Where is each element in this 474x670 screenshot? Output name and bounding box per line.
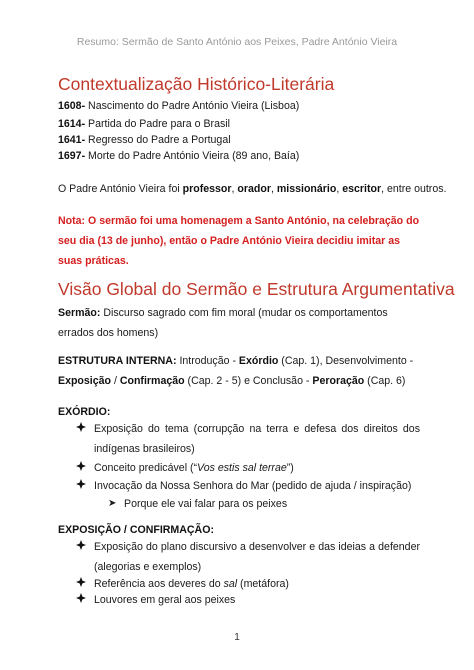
exordio-bullet-item <box>76 458 420 478</box>
timeline-item <box>58 150 299 163</box>
exposicao-item-text: Exposição do plano discursivo a desenvolver e das ideias a defender (alegorias e exemplos) <box>94 541 420 573</box>
diamond-bullet-icon <box>76 593 86 603</box>
timeline-text: Nascimento do Padre António Vieira (Lisboa) <box>85 100 300 112</box>
estrutura-text: (Cap. 2 - 5) e Conclusão - <box>184 375 313 387</box>
note-paragraph: Nota: O sermão foi uma homenagem a Santo António, na celebração do seu dia (13 de junho), então o Padre António Vieira decidiu imitar as suas práticas. <box>58 215 420 267</box>
timeline-text: Morte do Padre António Vieira (89 ano, Baía) <box>85 150 300 162</box>
estrutura-label: ESTRUTURA INTERNA: <box>58 355 177 367</box>
timeline-year: 1697- <box>58 150 86 162</box>
exordio-heading: EXÓRDIO: <box>58 406 111 418</box>
exposicao-bullet-item <box>76 590 420 610</box>
timeline-text: Regresso do Padre a Portugal <box>85 134 231 146</box>
roles-paragraph <box>58 183 446 196</box>
roles-separator: , <box>270 183 277 195</box>
exordio-bullet-item <box>76 476 420 496</box>
role-escritor: escritor <box>342 183 382 195</box>
exordio-item-text: ”) <box>286 462 294 474</box>
timeline-text: Partida do Padre para o Brasil <box>85 118 230 130</box>
exordio-item-text: Exposição do tema (corrupção na terra e defesa dos direitos dos indígenas brasileiros) <box>94 423 420 455</box>
estrutura-confirmacao: Confirmação <box>119 375 185 387</box>
timeline-item <box>58 118 230 131</box>
roles-separator: , <box>231 183 238 195</box>
exordio-item-text: Conceito predicável (“ <box>94 462 198 474</box>
roles-prefix: O Padre António Vieira foi <box>58 183 183 195</box>
estrutura-text: (Cap. 1), Desenvolvimento - <box>278 355 414 367</box>
estrutura-interna-paragraph <box>58 351 420 391</box>
estrutura-exposicao: Exposição <box>58 375 111 387</box>
sermao-definition <box>58 303 420 343</box>
exposicao-bullet-item <box>76 537 420 577</box>
timeline-year: 1614- <box>58 118 86 130</box>
latin-quote: Vos estis sal terrae <box>197 462 287 474</box>
exordio-sub-text: Porque ele vai falar para os peixes <box>124 498 288 510</box>
timeline-year: 1608- <box>58 100 86 112</box>
timeline-year: 1641- <box>58 134 86 146</box>
timeline-item <box>58 134 231 147</box>
sal-word: sal <box>223 578 238 590</box>
exordio-item-text: Invocação da Nossa Senhora do Mar (pedido de ajuda / inspiração) <box>94 480 412 492</box>
diamond-bullet-icon <box>76 479 86 489</box>
roles-suffix: , entre outros. <box>381 183 447 195</box>
exposicao-item-text: (metáfora) <box>237 578 289 590</box>
sermao-text: Discurso sagrado com fim moral (mudar os comportamentos errados dos homens) <box>58 307 388 339</box>
section-title-visao-global: Visão Global do Sermão e Estrutura Argumentativa <box>58 279 455 299</box>
sermao-label: Sermão: <box>58 307 101 319</box>
section-title-contextualizacao: Contextualização Histórico-Literária <box>58 74 335 94</box>
diamond-bullet-icon <box>76 577 86 587</box>
page-number: 1 <box>234 632 240 643</box>
role-orador: orador <box>237 183 271 195</box>
exposicao-heading: EXPOSIÇÃO / CONFIRMAÇÃO: <box>58 524 214 536</box>
diamond-bullet-icon <box>76 461 86 471</box>
role-professor: professor <box>182 183 232 195</box>
exposicao-item-text: Louvores em geral aos peixes <box>94 594 236 606</box>
diamond-bullet-icon <box>76 422 86 432</box>
exordio-sub-item <box>108 494 287 514</box>
estrutura-exordio: Exórdio <box>238 355 279 367</box>
page-header: Resumo: Sermão de Santo António aos Peixes, Padre António Vieira <box>76 36 398 48</box>
role-missionario: missionário <box>276 183 337 195</box>
estrutura-text: (Cap. 6) <box>364 375 406 387</box>
exordio-bullet-item <box>76 419 420 459</box>
estrutura-text: / <box>111 375 120 387</box>
exposicao-item-text: Referência aos deveres do <box>94 578 224 590</box>
arrow-bullet-icon: ➤ <box>108 498 117 509</box>
estrutura-text: Introdução - <box>176 355 239 367</box>
timeline-item <box>58 100 299 113</box>
estrutura-peroracao: Peroração <box>312 375 365 387</box>
diamond-bullet-icon <box>76 540 86 550</box>
roles-separator: , <box>336 183 343 195</box>
